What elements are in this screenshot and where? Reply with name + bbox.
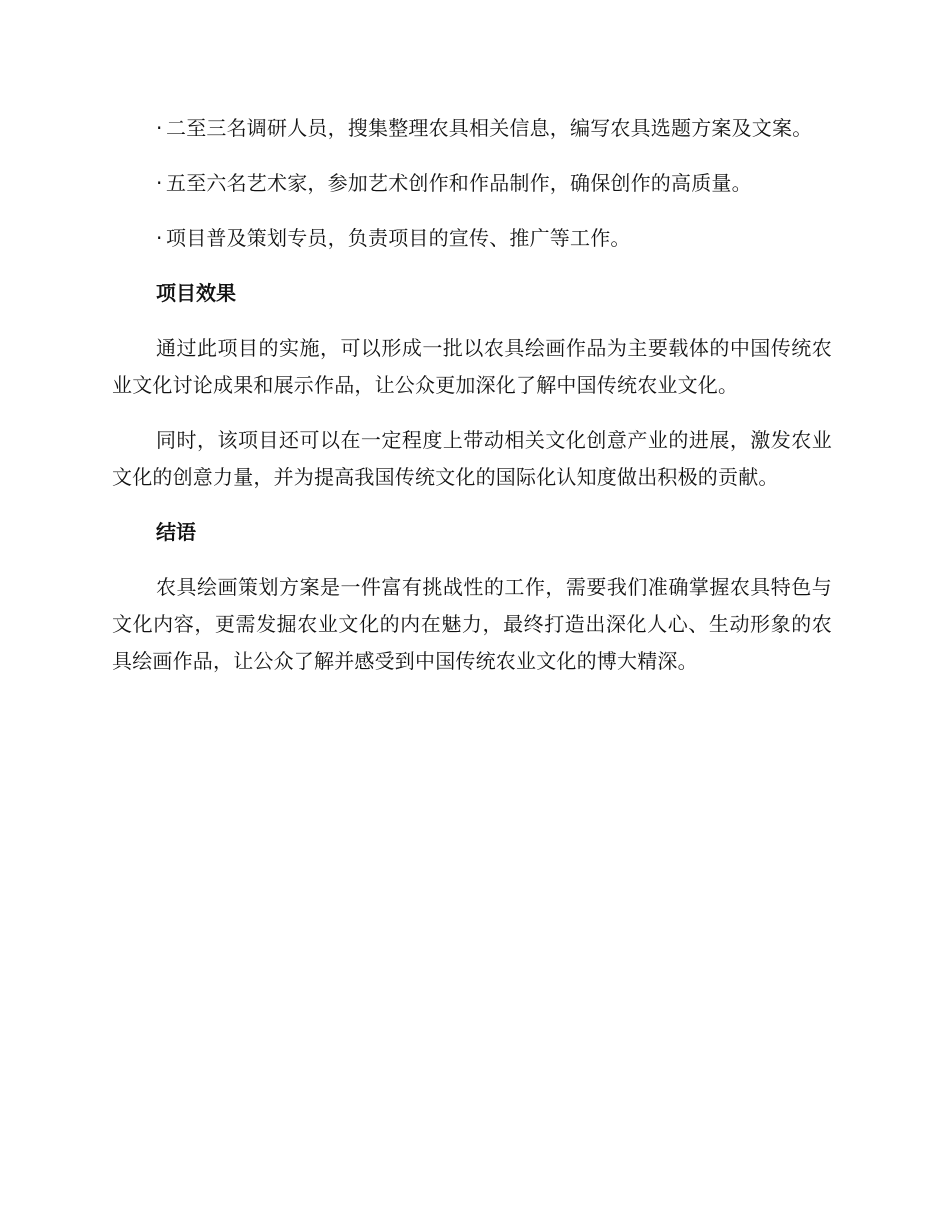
paragraph-effect-2: 同时，该项目还可以在一定程度上带动相关文化创意产业的进展，激发农业文化的创意力量，并为提高我国传统文化的国际化认知度做出积极的贡献。 <box>112 428 832 489</box>
heading-conclusion: 结语 <box>156 520 196 544</box>
bullet-text: 项目普及策划专员，负责项目的宣传、推广等工作。 <box>166 226 631 250</box>
bullet-artists <box>112 165 832 202</box>
bullet-researchers <box>112 110 832 147</box>
bullet-text: 五至六名艺术家，参加艺术创作和作品制作，确保创作的高质量。 <box>166 171 752 195</box>
bullet-text: 二至三名调研人员，搜集整理农具相关信息，编写农具选题方案及文案。 <box>166 116 813 140</box>
bullet-marker: · <box>156 171 163 195</box>
document-body <box>112 110 832 698</box>
heading-project-effect: 项目效果 <box>156 281 236 305</box>
paragraph-conclusion: 农具绘画策划方案是一件富有挑战性的工作，需要我们准确掌握农具特色与文化内容，更需发掘农业文化的内在魅力，最终打造出深化人心、生动形象的农具绘画作品，让公众了解并感受到中国传统农业文化的博大精深。 <box>112 575 832 673</box>
bullet-planner <box>112 220 832 257</box>
paragraph-effect-1: 通过此项目的实施，可以形成一批以农具绘画作品为主要载体的中国传统农业文化讨论成果和展示作品，让公众更加深化了解中国传统农业文化。 <box>112 336 832 397</box>
bullet-marker: · <box>156 226 163 250</box>
bullet-marker: · <box>156 116 163 140</box>
